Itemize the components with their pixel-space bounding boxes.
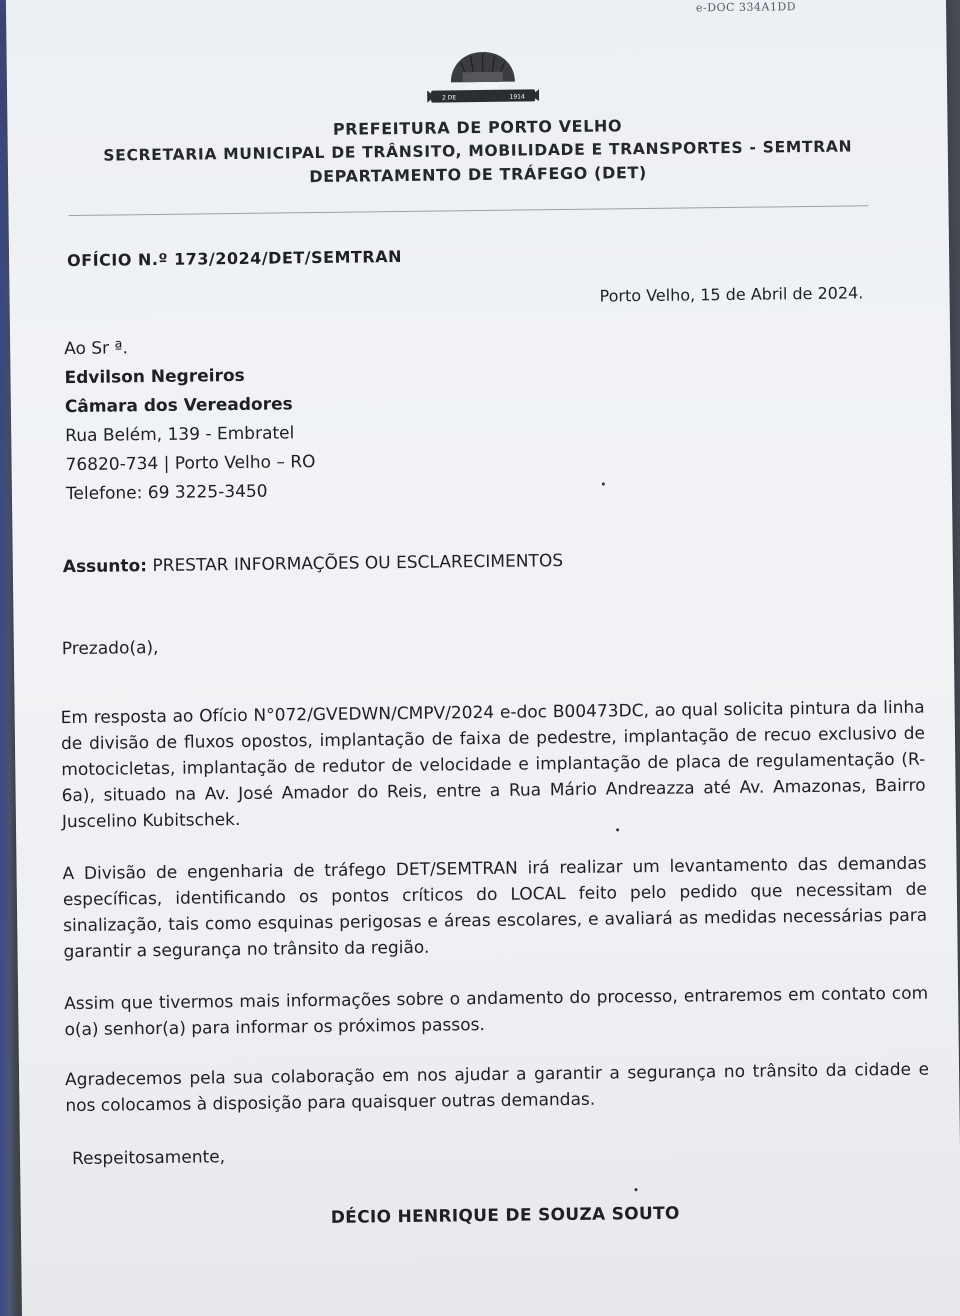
subject-label: Assunto: — [62, 556, 148, 578]
closing: Respeitosamente, — [71, 1147, 226, 1170]
emblem-year-right: 1914 — [509, 93, 525, 101]
paper-speck — [616, 828, 619, 831]
letter-date: Porto Velho, 15 de Abril de 2024. — [599, 283, 864, 306]
header-divider — [69, 205, 869, 216]
city-emblem-icon — [427, 49, 540, 110]
subject-line — [63, 551, 563, 577]
signer-name: DÉCIO HENRIQUE DE SOUZA SOUTO — [330, 1203, 680, 1228]
paragraph-2: A Divisão de engenharia de tráfego DET/SEMTRAN irá realizar um levantamento das demandas específicas, identificando os pontos críticos do LOCAL feito pelo pedido que necessitam de sinalização, tais como esquinas perigosas e áreas escolares, e avaliará as medidas necessárias para garantir a segurança no trânsito da região. — [62, 853, 928, 963]
paper-speck — [602, 483, 605, 486]
recipient-phone: Telefone: 69 3225-3450 — [65, 481, 268, 505]
paragraph-4: Agradecemos pela sua colaboração em nos ajudar a garantir a segurança no trânsito da cidade e nos colocamos à disposição para quaisquer outras demandas. — [64, 1059, 930, 1117]
header-departamento: DEPARTAMENTO DE TRÁFEGO (DET) — [309, 162, 647, 187]
paper-speck — [634, 1188, 637, 1191]
emblem-year-left: 2 DE — [442, 94, 457, 102]
edoc-stamp: e-DOC 334A1DD — [695, 0, 797, 15]
paragraph-3: Assim que tivermos mais informações sobre o andamento do processo, entraremos em contato com o(a) senhor(a) para informar os próximos passos. — [64, 983, 929, 1041]
recipient-organization: Câmara dos Vereadores — [64, 394, 293, 418]
recipient-city: 76820-734 | Porto Velho – RO — [65, 452, 316, 476]
header-prefeitura: PREFEITURA DE PORTO VELHO — [332, 116, 623, 139]
recipient-salutation: Ao Sr ª. — [64, 338, 129, 360]
oficio-number: OFÍCIO N.º 173/2024/DET/SEMTRAN — [66, 246, 403, 271]
recipient-street: Rua Belém, 139 - Embratel — [65, 423, 295, 447]
letter-page — [6, 0, 960, 1316]
header-secretaria: SECRETARIA MUNICIPAL DE TRÂNSITO, MOBILIDADE E TRANSPORTES - SEMTRAN — [103, 137, 853, 165]
recipient-name: Edvilson Negreiros — [64, 365, 245, 389]
emblem-banner-text: OUTUBRO — [467, 82, 499, 91]
greeting: Prezado(a), — [61, 637, 159, 660]
paragraph-1: Em resposta ao Ofício N°072/GVEDWN/CMPV/2024 e-doc B00473DC, ao qual solicita pintura da linha de divisão de fluxos opostos, implantação de faixa de pedestre, implantação de recuo exclusivo de motocicletas, implantação de redutor de velocidade e implantação de placa de regulamentação (R-6a), situado na Av. José Amador do Reis, entre a Rua Mário Andreazza até Av. Amazonas, Bairro Juscelino Kubitschek. — [60, 697, 926, 833]
subject-text: PRESTAR INFORMAÇÕES OU ESCLARECIMENTOS — [152, 551, 564, 577]
recipient-block — [64, 332, 316, 509]
